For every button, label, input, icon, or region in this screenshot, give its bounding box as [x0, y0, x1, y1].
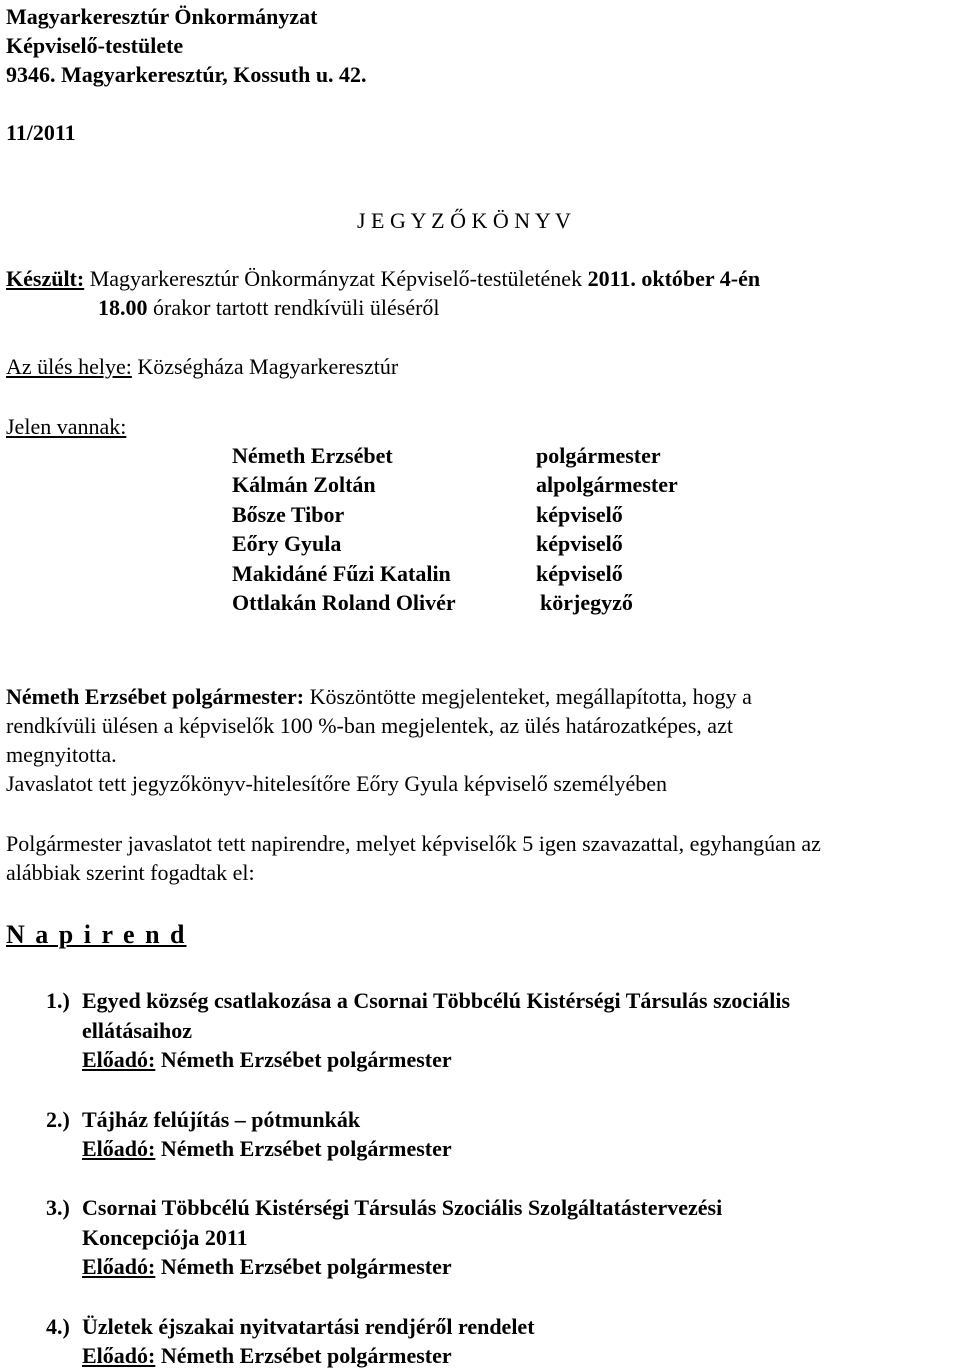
prepared-line — [6, 264, 760, 293]
opening-line-4: Javaslatot tett jegyzőkönyv-hitelesítőre Eőry Gyula képviselő személyében — [6, 771, 668, 796]
agenda-item-number: 3.) — [46, 1195, 70, 1220]
location-value: Községháza Magyarkeresztúr — [131, 354, 399, 379]
agenda-item-presenter — [82, 1134, 452, 1163]
presenter-label: Előadó: — [82, 1047, 156, 1072]
attendees-label: Jelen vannak: — [6, 414, 127, 439]
opening-line-1 — [6, 682, 752, 711]
agenda-item-title-cont: ellátásaihoz — [82, 1018, 192, 1043]
attendee-name: Ottlakán Roland Olivér — [232, 590, 456, 615]
attendee-role: alpolgármester — [536, 472, 678, 497]
opening-text: Köszöntötte megjelenteket, megállapította, hogy a — [304, 684, 752, 709]
attendee-name: Németh Erzsébet — [232, 443, 393, 468]
location-label: Az ülés helye: — [6, 354, 132, 379]
council-body: Képviselő-testülete — [6, 33, 184, 58]
agenda-item-number: 1.) — [46, 988, 70, 1013]
agenda-item-presenter — [82, 1252, 452, 1281]
presenter-label: Előadó: — [82, 1343, 156, 1368]
attendee-name: Bősze Tibor — [232, 502, 345, 527]
attendee-name: Makidáné Fűzi Katalin — [232, 561, 451, 586]
agenda-item-title: Üzletek éjszakai nyitvatartási rendjéről rendelet — [82, 1314, 535, 1339]
document-number: 11/2011 — [6, 120, 76, 145]
attendee-role: polgármester — [536, 443, 661, 468]
agenda-item-title: Csornai Többcélú Kistérségi Társulás Szociális Szolgáltatástervezési — [82, 1195, 723, 1220]
attendee-name: Eőry Gyula — [232, 531, 342, 556]
attendee-name: Kálmán Zoltán — [232, 472, 376, 497]
agenda-item-presenter — [82, 1341, 452, 1370]
agenda-item-title-cont: Koncepciója 2011 — [82, 1225, 248, 1250]
opening-line-2: rendkívüli ülésen a képviselők 100 %-ban megjelentek, az ülés határozatképes, azt — [6, 713, 733, 738]
prepared-label: Készült: — [6, 266, 85, 291]
prepared-date: 2011. október 4-én — [587, 266, 761, 291]
presenter-label: Előadó: — [82, 1254, 156, 1279]
opening-speaker: Németh Erzsébet polgármester: — [6, 684, 305, 709]
attendee-role: képviselő — [536, 502, 623, 527]
attendee-role: körjegyző — [540, 590, 633, 615]
agenda-item-title: Egyed község csatlakozása a Csornai Többcélú Kistérségi Társulás szociális — [82, 988, 791, 1013]
attendee-role: képviselő — [536, 531, 623, 556]
prepared-time: 18.00 — [98, 295, 148, 320]
proposal-line-1: Polgármester javaslatot tett napirendre, melyet képviselők 5 igen szavazattal, egyhangúan az — [6, 831, 821, 856]
presenter-name: Németh Erzsébet polgármester — [155, 1047, 452, 1072]
presenter-name: Németh Erzsébet polgármester — [155, 1254, 452, 1279]
attendee-role: képviselő — [536, 561, 623, 586]
agenda-item-number: 4.) — [46, 1314, 70, 1339]
agenda-item-number: 2.) — [46, 1107, 70, 1132]
presenter-name: Németh Erzsébet polgármester — [155, 1136, 452, 1161]
agenda-item-title: Tájház felújítás – pótmunkák — [82, 1107, 361, 1132]
document-title: J E G Y Z Ő K Ö N Y V — [357, 208, 571, 233]
prepared-text: Magyarkeresztúr Önkormányzat Képviselő-testületének — [84, 266, 588, 291]
agenda-item-presenter — [82, 1045, 452, 1074]
proposal-line-2: alábbiak szerint fogadtak el: — [6, 860, 255, 885]
opening-line-3: megnyitotta. — [6, 742, 117, 767]
location-line — [6, 352, 398, 381]
council-name: Magyarkeresztúr Önkormányzat — [6, 4, 318, 29]
prepared-line-2 — [98, 293, 440, 322]
agenda-heading: N a p i r e n d — [6, 920, 187, 949]
prepared-rest: órakor tartott rendkívüli üléséről — [147, 295, 440, 320]
presenter-label: Előadó: — [82, 1136, 156, 1161]
presenter-name: Németh Erzsébet polgármester — [155, 1343, 452, 1368]
council-address: 9346. Magyarkeresztúr, Kossuth u. 42. — [6, 62, 367, 87]
